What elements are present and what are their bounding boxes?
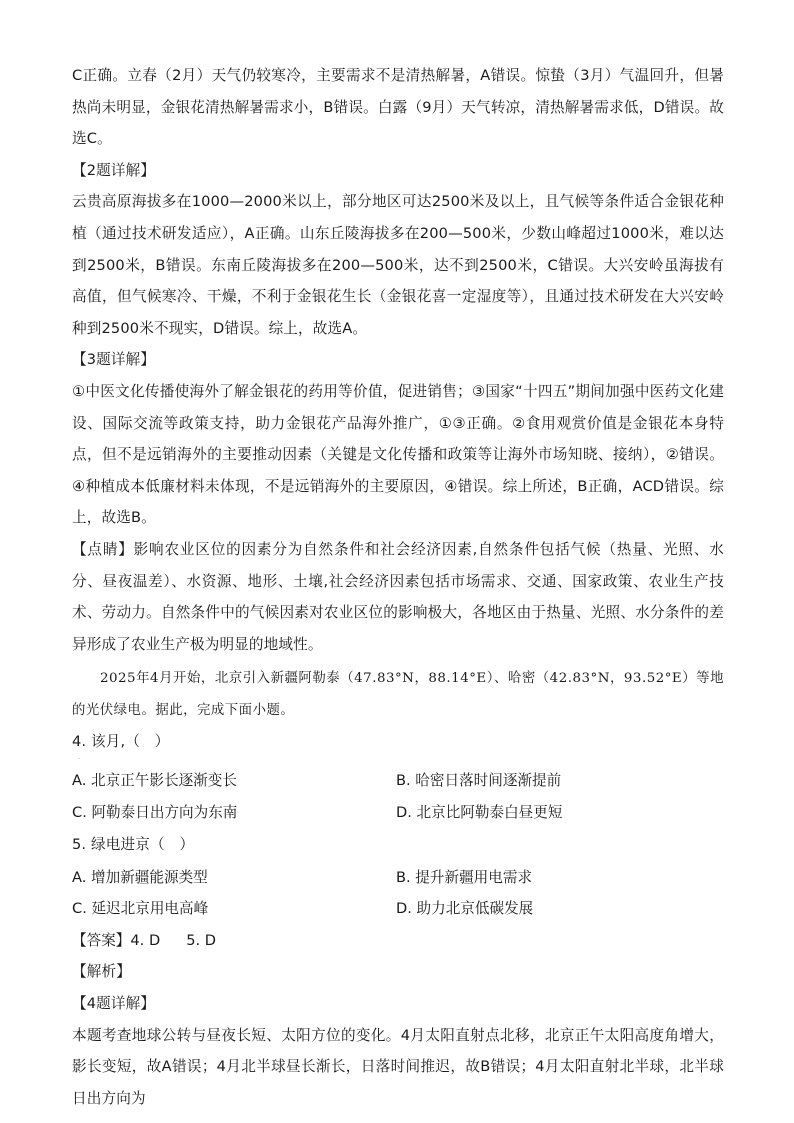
heading-analysis: 【解析】 xyxy=(72,963,131,981)
q4-option-b: B. 哈密日落时间逐渐提前 xyxy=(396,772,562,790)
q4-option-d: D. 北京比阿勒泰白昼更短 xyxy=(396,804,563,822)
paragraph-dianjing: 【点睛】影响农业区位的因素分为自然条件和社会经济因素,自然条件包括气候（热量、光照、水分、昼夜温差）、水资源、地形、土壤,社会经济因素包括市场需求、交通、国家政策、农业生产技术、劳动力。自然条件中的气候因素对农业区位的影响极大，各地区由于热量、光照、水分条件的差异形成了农业生产极为明显的地域性。 xyxy=(72,540,724,653)
q5-option-b: B. 提升新疆用电需求 xyxy=(396,868,533,886)
paragraph-q3-detail: ①中医文化传播使海外了解金银花的药用等价值，促进销售；③国家“十四五”期间加强中医药文化建设、国际交流等政策支持，助力金银花产品海外推广，①③正确。②食用观赏价值是金银花本身特点，但不是远销海外的主要推动因素（关键是文化传播和政策等让海外市场知晓、接纳），②错误。④种植成本低廉材料未体现，不是远销海外的主要原因，④错误。综上所述，B正确，ACD错误。综上，故选B。 xyxy=(72,382,724,527)
heading-q3-detail: 【3题详解】 xyxy=(72,351,156,369)
heading-q2-detail: 【2题详解】 xyxy=(72,161,156,179)
q5-option-c: C. 延迟北京用电高峰 xyxy=(72,900,209,918)
question-5-stem: 5. 绿电进京（ ） xyxy=(72,835,195,853)
paragraph-q4-detail: 本题考查地球公转与昼夜长短、太阳方位的变化。4月太阳直射点北移，北京正午太阳高度角增大，影长变短，故A错误；4月北半球昼长渐长，日落时间推迟，故B错误；4月太阳直射北半球，北半球日出方向为 xyxy=(72,1026,724,1107)
answer-label: 【答案】 xyxy=(72,931,131,949)
paragraph-material-intro: 2025年4月开始，北京引入新疆阿勒泰（47.83°N，88.14°E）、哈密（42.83°N，93.52°E）等地的光伏绿电。据此，完成下面小题。 xyxy=(72,671,724,718)
q4-option-a: A. 北京正午影长逐渐变长 xyxy=(72,772,237,790)
paragraph-q2-detail: 云贵高原海拔多在1000—2000米以上，部分地区可达2500米及以上，且气候等条件适合金银花种植（通过技术研发适应），A正确。山东丘陵海拔多在200—500米，少数山峰超过1000米，难以达到2500米，B错误。东南丘陵海拔多在200—500米，达不到2500米，C错误。大兴安岭虽海拔有高值，但气候寒冷、干燥，不利于金银花生长（金银花喜一定湿度等），且通过技术研发在大兴安岭种到2500米不现实，D错误。综上，故选A。 xyxy=(72,193,724,337)
q4-option-c: C. 阿勒泰日出方向为东南 xyxy=(72,804,238,822)
answer-4: 4. D xyxy=(130,931,161,949)
paragraph-q1-conclusion: C正确。立春（2月）天气仍较寒冷，主要需求不是清热解暑，A错误。惊蛰（3月）气温回升，但暑热尚未明显，金银花清热解暑需求小，B错误。白露（9月）天气转凉，清热解暑需求低，D错误。故选C。 xyxy=(72,67,724,148)
question-5-options xyxy=(72,862,724,925)
q5-option-d: D. 助力北京低碳发展 xyxy=(396,900,534,918)
question-4-options xyxy=(72,765,724,828)
heading-q4-detail: 【4题详解】 xyxy=(72,995,156,1013)
answer-line xyxy=(72,925,724,957)
question-4-dot: · xyxy=(78,756,80,764)
answer-5: 5. D xyxy=(186,931,217,949)
q5-option-a: A. 增加新疆能源类型 xyxy=(72,868,208,886)
document-page xyxy=(72,60,724,1114)
question-4-stem: 4. 该月,（ ） xyxy=(72,733,170,751)
